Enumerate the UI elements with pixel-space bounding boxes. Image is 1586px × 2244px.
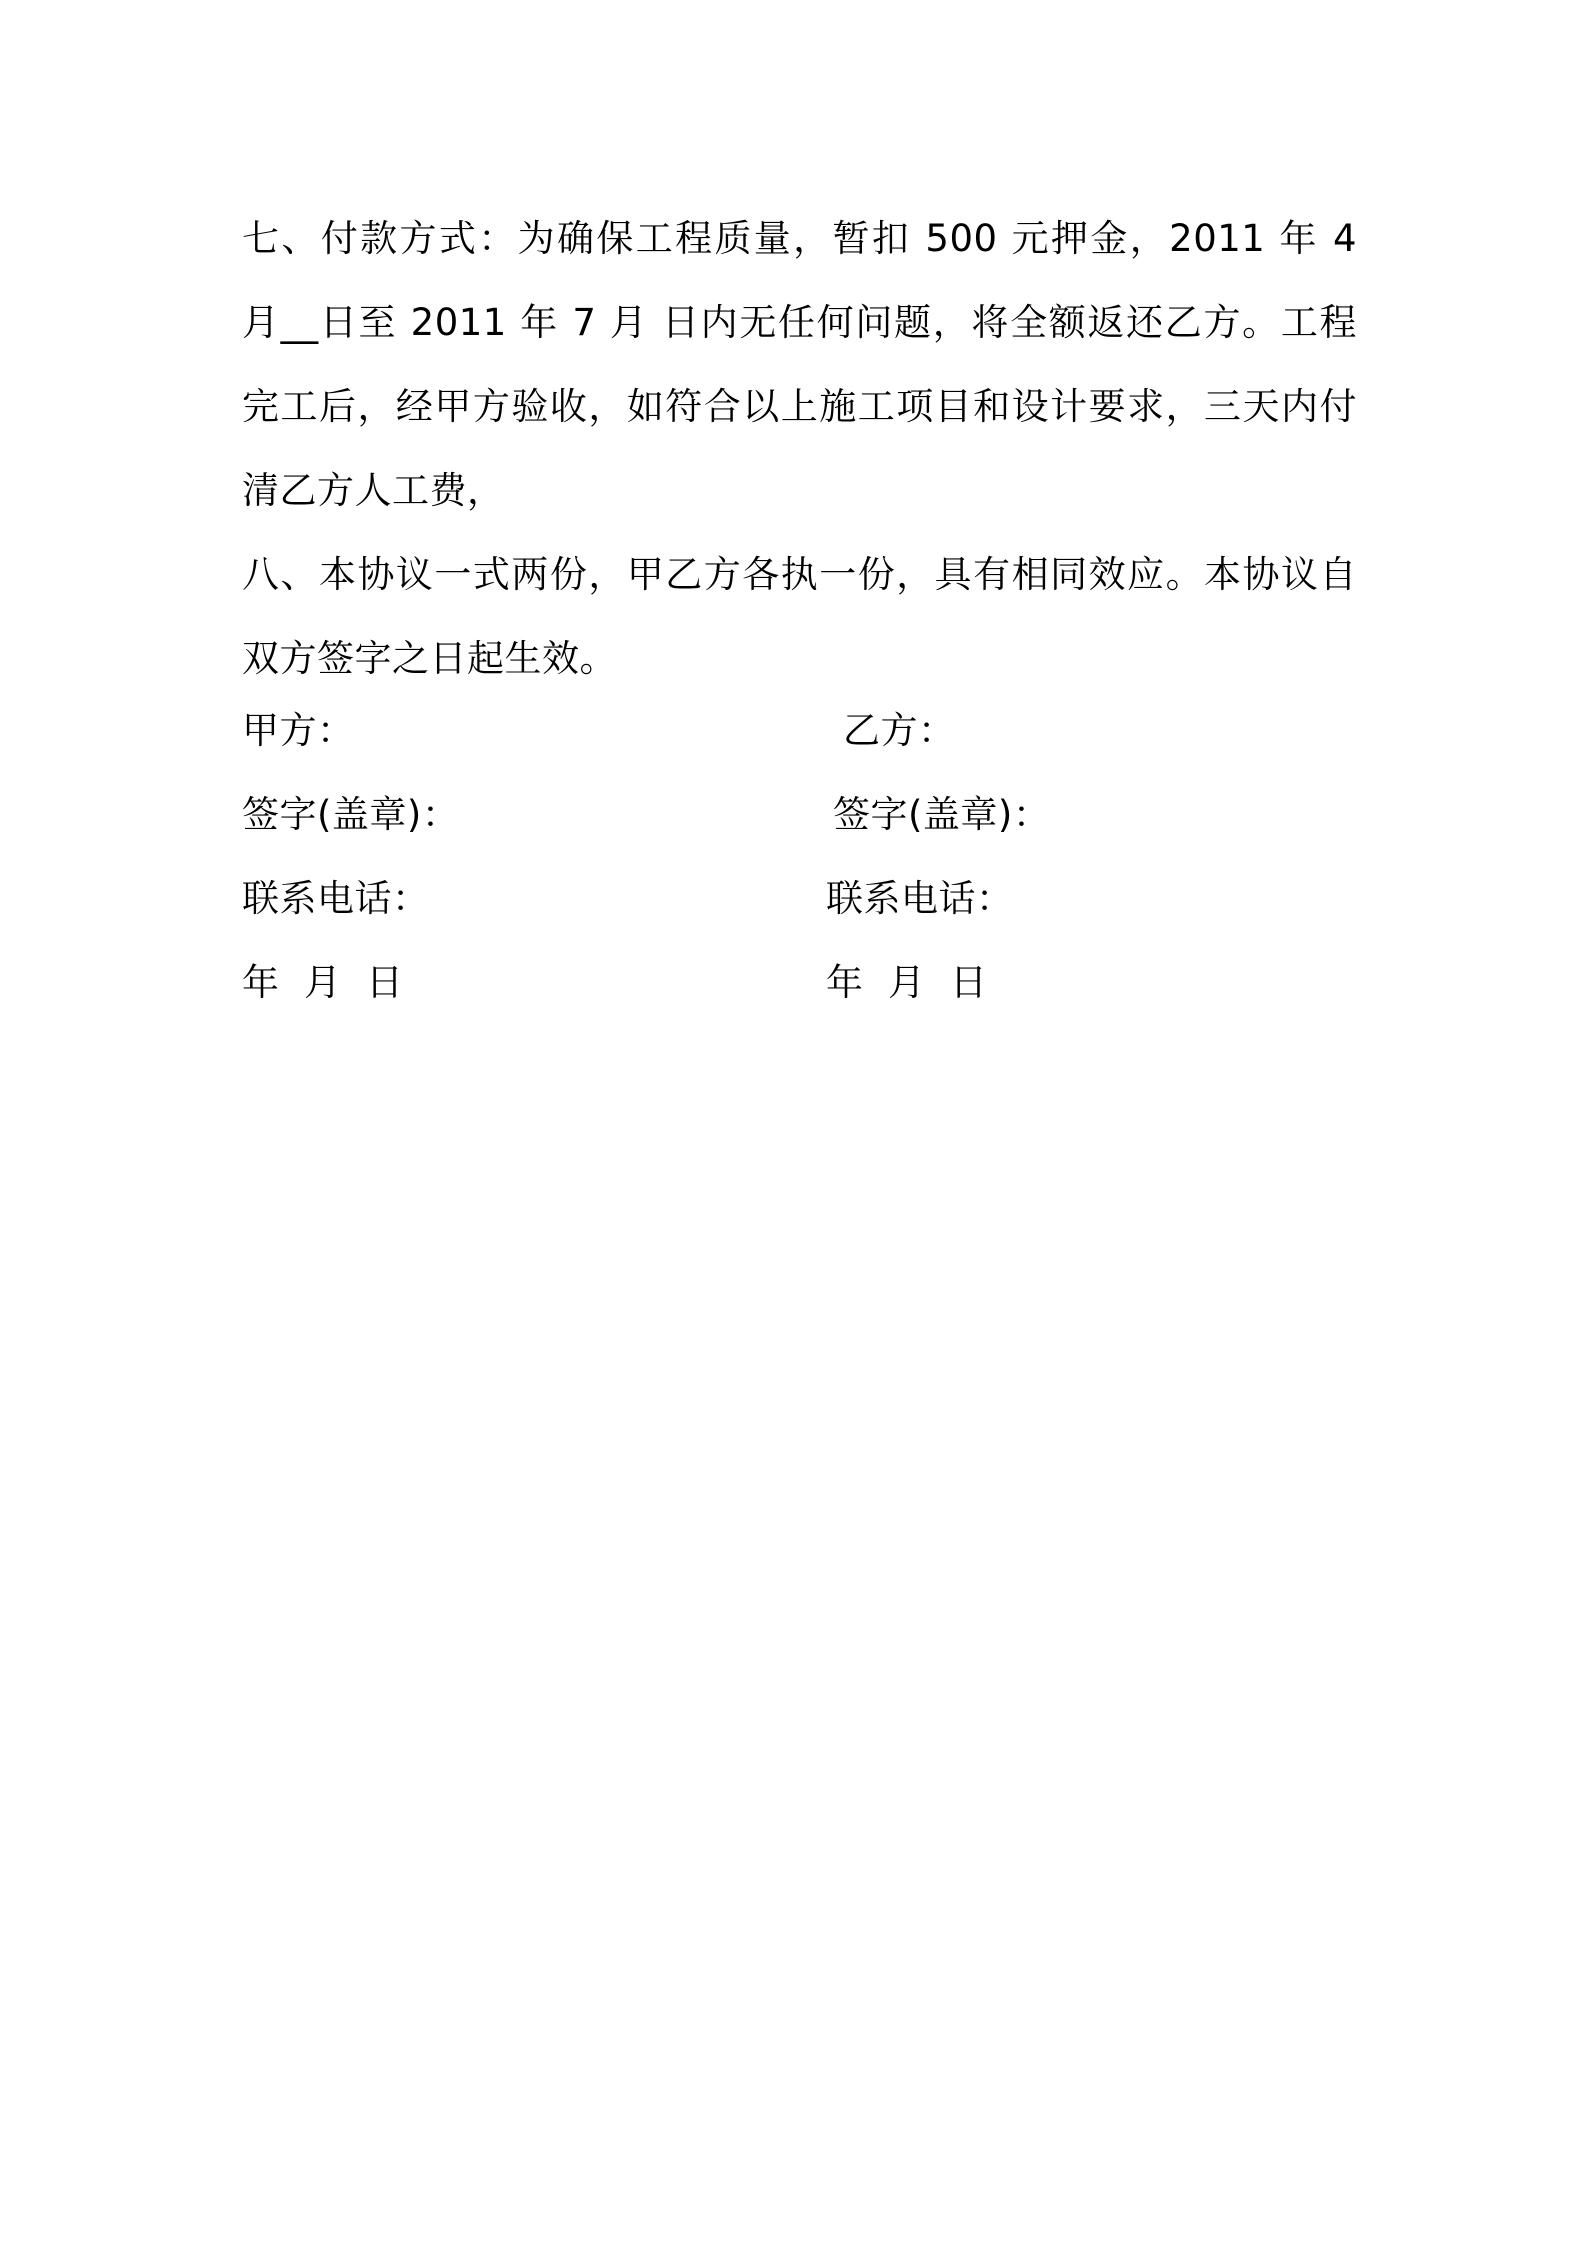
party-b-phone-label: 联系电话： (826, 877, 1014, 920)
clause-eight-validity: 八、本协议一式两份，甲乙方各执一份，具有相同效应。本协议自双方签字之日起生效。 (242, 553, 1357, 680)
party-b-name-label: 乙方： (843, 709, 956, 752)
party-a-phone-label: 联系电话： (242, 877, 430, 920)
clause-seven-payment: 七、付款方式：为确保工程质量，暂扣 500 元押金，2011 年 4 月__日至 2011 年 7 月 日内无任何问题，将全额返还乙方。工程完工后，经甲方验收，如符合以上施工项目和设计要求，三天内付清乙方人工费， (242, 217, 1357, 512)
party-a-sign-label: 签字(盖章)： (242, 793, 460, 836)
party-a-date-label: 年 月 日 (242, 961, 404, 1004)
party-a-name-label: 甲方： (242, 709, 355, 752)
party-b-date-label: 年 月 日 (826, 961, 988, 1004)
document-body (242, 197, 1357, 701)
party-b-sign-label: 签字(盖章)： (833, 793, 1051, 836)
